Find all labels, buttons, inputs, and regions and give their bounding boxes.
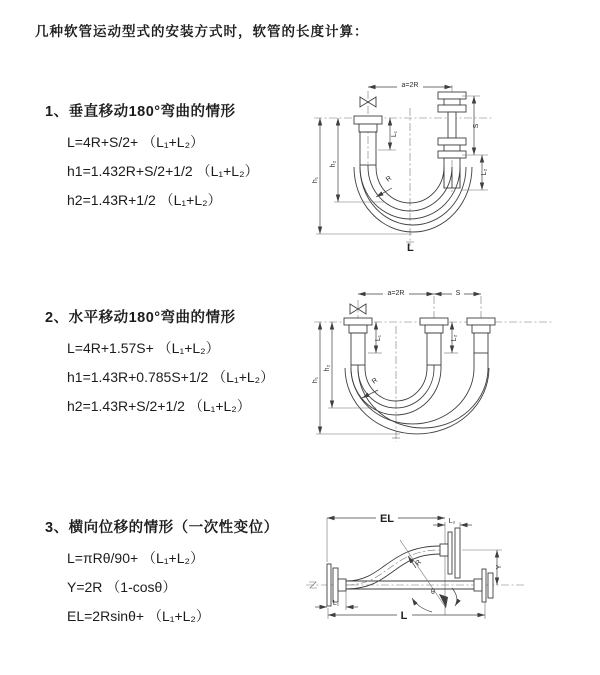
dim-label-a2r: a=2R <box>387 290 405 297</box>
section-3 <box>45 516 279 631</box>
flange <box>438 92 466 99</box>
flange <box>467 318 495 325</box>
flange <box>438 105 466 112</box>
flange <box>327 564 331 606</box>
hose-s-curve <box>346 546 440 581</box>
flange <box>425 325 443 333</box>
diagram-lateral-displacement <box>300 502 600 657</box>
flange <box>420 318 448 325</box>
dim-label-l1: L₁ <box>332 600 340 607</box>
dim-label-a2r: a=2R <box>401 82 419 89</box>
dim-label-h1: h₁ <box>312 376 319 384</box>
radius-label: R <box>384 174 394 184</box>
angle-label: θ <box>431 589 435 596</box>
dim-label-l2: L₂ <box>451 334 458 342</box>
dim-label-l2: L₂ <box>448 518 456 525</box>
formula-h1: h1=1.432R+S/2+1/2 （L₁+L₂） <box>67 163 259 179</box>
flange <box>349 325 367 333</box>
page-title: 几种软管运动型式的安装方式时，软管的长度计算： <box>35 24 369 39</box>
formula-y: Y=2R （1-cosθ） <box>67 579 177 595</box>
flange <box>438 151 466 158</box>
flange <box>448 532 452 574</box>
pipe-neck <box>474 333 488 353</box>
braided-hose <box>427 333 441 365</box>
radius-label: R <box>370 376 380 386</box>
flange <box>438 138 466 145</box>
dim-label-el: EL <box>379 513 395 525</box>
dim-label-h2: h₂ <box>330 160 337 168</box>
formula-l: L=4R+1.57S+ （L₁+L₂） <box>67 340 220 356</box>
formula-el: EL=2Rsinθ+ （L₁+L₂） <box>67 608 210 624</box>
dim-label-l1: L₁ <box>391 130 398 138</box>
hose-curve-extended <box>351 353 474 424</box>
dim-label-y: Y <box>496 564 503 570</box>
formula-l: L=4R+S/2+ （L₁+L₂） <box>67 134 205 150</box>
flange <box>333 568 338 602</box>
flange <box>444 99 460 105</box>
diagram-vertical-180-bend <box>312 72 590 257</box>
flange <box>455 528 460 578</box>
flange-hub <box>474 579 482 591</box>
dim-label-h1: h₁ <box>312 176 319 184</box>
dim-label-s: S <box>473 123 480 129</box>
angle-arc <box>452 588 457 606</box>
section-2-heading: 2、水平移动180°弯曲的情形 <box>45 310 236 326</box>
formula-h1: h1=1.43R+0.785S+1/2 （L₁+L₂） <box>67 369 275 385</box>
dim-label-l1: L₁ <box>375 334 382 342</box>
pipe-neck <box>448 112 456 138</box>
dim-label-s: S <box>455 290 461 297</box>
formula-h2: h2=1.43R+1/2 （L₁+L₂） <box>67 192 222 208</box>
dim-label-h2: h₂ <box>324 364 331 372</box>
dim-label-l: L <box>400 610 408 622</box>
diagram-horizontal-180-bend <box>312 282 598 462</box>
formula-l: L=πRθ/90+ （L₁+L₂） <box>67 550 204 566</box>
angle-arc <box>412 598 432 612</box>
section-2 <box>45 306 274 421</box>
section-1 <box>45 100 259 215</box>
hose-s-curve <box>346 554 440 589</box>
flange <box>354 116 382 124</box>
flange <box>359 124 377 132</box>
flange-hub <box>338 579 346 591</box>
flange <box>444 145 460 151</box>
dim-label-l2: L₂ <box>481 168 488 176</box>
flange <box>482 569 486 602</box>
braided-hose <box>351 333 365 365</box>
formula-h2: h2=1.43R+S/2+1/2 （L₁+L₂） <box>67 398 251 414</box>
flange <box>472 325 490 333</box>
section-3-heading: 3、横向位移的情形（一次性变位） <box>45 520 279 536</box>
angle-pointer <box>439 594 448 608</box>
section-1-heading: 1、垂直移动180°弯曲的情形 <box>45 104 236 120</box>
radius-label: R <box>414 558 423 568</box>
flange <box>488 573 493 598</box>
hose-curve-extended <box>354 167 472 232</box>
flange-hub <box>440 544 448 556</box>
hose-curve-extended <box>360 167 466 225</box>
length-label: L <box>407 242 414 254</box>
flange <box>344 318 372 325</box>
